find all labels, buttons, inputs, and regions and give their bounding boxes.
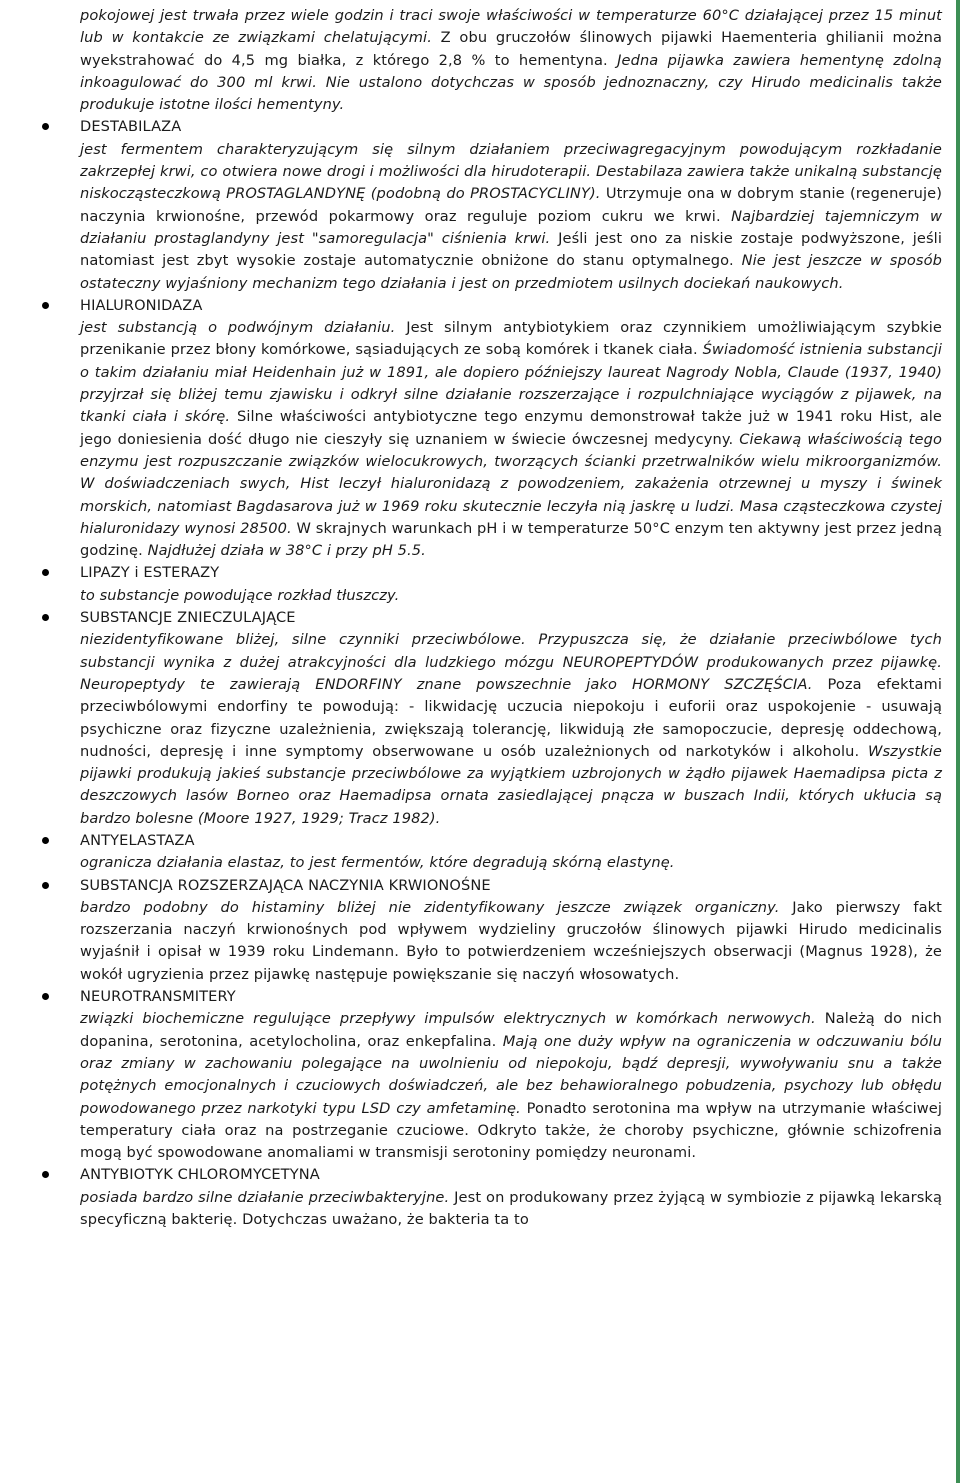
body-segment: Poza efektami przeciwbólowymi endorfiny te powodują: - likwidację uczucia niepokoju i euforii oraz uspokojenie - usuwają psychiczne oraz fizyczne uzależnienia, zwiększają tolerancję, likwidują złe samopoczucie, depresję oddechową, nudności, depresję i inne symptomy obserwowane u osób uzależnionych od narkotyków i alkoholu. [80,675,942,760]
entry-heading: ANTYELASTAZA [80,831,195,849]
entry-heading: SUBSTANCJE ZNIECZULAJĄCE [80,609,296,627]
entry-body [80,585,942,607]
intro-segment: Z obu gruczołów ślinowych pijawki Haementeria ghilianii można wyekstrahować do 4,5 mg białka, z którego 2,8 % to hementyna. [80,29,943,69]
body-segment: Nie jest jeszcze w sposób ostateczny wyjaśniony mechanizm tego działania i jest on przedmiotem usilnych dociekań naukowych. [80,252,942,292]
list-item [80,1164,942,1231]
body-segment: Ciekawą właściwością tego enzymu jest rozpuszczanie związków wielocukrowych, tworzących ścianki przetrwalników wielu mikroorganizmów. [80,430,942,470]
intro-paragraph [80,5,942,116]
entry-body [80,852,942,874]
entry-heading: LIPAZY i ESTERAZY [80,564,220,582]
page-right-border [956,0,960,1483]
body-segment: posiada bardzo silne działanie przeciwbakteryjne. [80,1188,455,1206]
intro-segment: pokojowej jest trwała przez wiele godzin i traci swoje właściwości w temperaturze 60°C działającej przez 15 minut lub w kontakcie ze związkami chelatującymi. [80,7,942,47]
body-segment: Masa cząsteczkowa czystej hialuronidazy wynosi 28500. [80,497,942,537]
body-segment: ogranicza działania elastaz, to jest fermentów, które degradują skórną elastynę. [80,854,675,872]
list-item [80,116,942,294]
body-segment: Należą do nich dopanina, serotonina, acetylocholina, oraz enkepfalina. [80,1010,942,1050]
body-segment: związki biochemiczne regulujące przepływy impulsów elektrycznych w komórkach nerwowych. [80,1010,825,1028]
body-segment: jest fermentem charakteryzującym się silnym działaniem przeciwagregacyjnym powodującym rozkładanie zakrzepłej krwi, co otwiera nowe drogi i możliwości dla hirudoterapii. [80,140,942,181]
list-item [80,830,942,875]
entry-heading: DESTABILAZA [80,118,182,136]
body-segment: Najdłużej działa w 38°C i przy pH 5.5. [147,542,426,560]
bullet-icon [42,993,49,1000]
entry-body [80,897,942,986]
bullet-icon [42,837,49,844]
intro-segment: Jedna pijawka zawiera hementynę zdolną inkoagulować do 300 ml krwi. Nie ustalono dotychczas w sposób jednoznaczny, czy Hirudo medicinalis także produkuje istotne ilości hementyny. [80,51,942,114]
entry-body [80,1008,942,1164]
entry-body [80,629,942,830]
entry-body [80,317,942,562]
body-segment: Jeśli jest ono za niskie zostaje podwyższone, jeśli natomiast jest zbyt wysokie zostaje automatycznie obniżone do stanu optymalnego. [80,229,942,270]
body-segment: Jest silnym antybiotykiem oraz czynnikiem umożliwiającym szybkie przenikanie przez błony komórkowe, sąsiadujących ze sobą komórek i tkanek ciała. [80,319,942,359]
entry-body [80,139,942,295]
body-segment: W doświadczeniach swych, Hist leczył hialuronidazą z powodzeniem, zakażenia otrzewnej u myszy i świnek morskich, natomiast Bagdasarova już w 1969 roku skutecznie leczyła nią jaskrę u ludzi. [80,475,942,515]
body-segment: to substancje powodujące rozkład tłuszczy. [80,586,400,604]
body-segment: Ponadto serotonina ma wpływ na utrzymanie właściwej temperatury ciała oraz na postrzeganie czuciowe. [80,1099,942,1139]
bullet-icon [42,882,49,889]
body-segment: Destabilaza zawiera także unikalną substancję niskocząsteczkową PROSTAGLANDYNĘ (podobną do PROSTACYCLINY). [80,163,942,203]
bullet-icon [42,123,49,130]
entry-heading: SUBSTANCJA ROZSZERZAJĄCA NACZYNIA KRWIONOŚNE [80,876,491,894]
body-segment: Przypuszcza się, że działanie przeciwbólowe tych substancji wynika z dużej atrakcyjności dla ludzkiego mózgu NEUROPEPTYDÓW produkowanych przez pijawkę. [80,631,943,671]
body-segment: W skrajnych warunkach pH i w temperaturze 50°C enzym ten aktywny jest przez jedną godzinę. [80,519,942,560]
bullet-icon [42,302,49,309]
body-segment: Utrzymuje ona w dobrym stanie (regeneruje) naczynia krwionośne, przewód pokarmowy oraz reguluje poziom cukru we krwi. [80,185,942,225]
entry-heading: NEUROTRANSMITERY [80,988,236,1006]
body-segment: Odkryto także, że choroby psychiczne, głównie schizofrenia mogą być spowodowane anomaliami w transmisji serotoniny pomiędzy neuronami. [80,1121,942,1162]
bullet-icon [42,1171,49,1178]
body-segment: Wszystkie pijawki produkują jakieś substancje przeciwbólowe za wyjątkiem uzbrojonych w żądło pijawek Haemadipsa picta z deszczowych lasów Borneo oraz Haemadipsa ornata zasiedlającej pnącza w buszach Indii, których ukłucia są bardzo bolesne (Moore 1927, 1929; Tracz 1982). [80,742,942,827]
entry-heading: ANTYBIOTYK CHLOROMYCETYNA [80,1166,320,1184]
entry-body [80,1187,942,1232]
bullet-icon [42,614,49,621]
entry-heading: HIALURONIDAZA [80,296,203,314]
list-item [80,875,942,986]
body-segment: jest substancją o podwójnym działaniu. [80,319,407,337]
body-segment: Jest on produkowany przez żyjącą w symbiozie z pijawką lekarską specyficzną bakterię. Dotychczas uważano, że bakteria ta to [80,1188,942,1229]
bullet-icon [42,569,49,576]
body-segment: Silne właściwości antybiotyczne tego enzymu demonstrował także już w 1941 roku Hist, ale jego doniesienia dość długo nie cieszyły się uznaniem w świecie ówczesnej medycyny. [80,408,942,448]
list-item [80,295,942,563]
body-segment: Świadomość istnienia substancji o takim działaniu miał Heidenhain już w 1891, ale dopiero późniejszy laureat Nagrody Nobla, Claude (1937, 1940) przyjrzał się bliżej temu zjawisku i odkrył silne działanie rozszerzające i rozpulchniające wyciągów z pijawek, na tkanki ciała i skórę. [80,341,942,426]
body-segment: niezidentyfikowane bliżej, silne czynniki przeciwbólowe. [80,631,539,649]
body-segment: Neuropeptydy te zawierają ENDORFINY znane powszechnie jako HORMONY SZCZĘŚCIA. [80,675,828,693]
list-item [80,986,942,1164]
body-segment: Jako pierwszy fakt rozszerzania naczyń krwionośnych pod wpływem wydzieliny gruczołów ślinowych pijawki Hirudo medicinalis wyjaśnił i opisał w 1939 roku Lindemann. [80,898,942,961]
document-content [80,5,942,1231]
list-item [80,562,942,607]
body-segment: Najbardziej tajemniczym w działaniu prostaglandyny jest "samoregulacja" ciśnienia krwi. [80,207,942,247]
body-segment: Mają one duży wpływ na ograniczenia w odczuwaniu bólu oraz zmiany w zachowaniu polegające na uwolnieniu od niepokoju, bądź depresji, wywoływaniu snu a także potężnych emocjonalnych i czuciowych doświadczeń, ale bez behawioralnego pobudzenia, psychozy lub obłędu powodowanego przez narkotyki typu LSD czy amfetaminę. [80,1032,943,1117]
list-item [80,607,942,830]
body-segment: bardzo podobny do histaminy bliżej nie zidentyfikowany jeszcze związek organiczny. [80,898,793,916]
body-segment: Było to potwierdzeniem wcześniejszych obserwacji (Magnus 1928), że wokół ugryzienia przez pijawkę następuje powiększanie się naczyń włosowatych. [80,943,942,983]
